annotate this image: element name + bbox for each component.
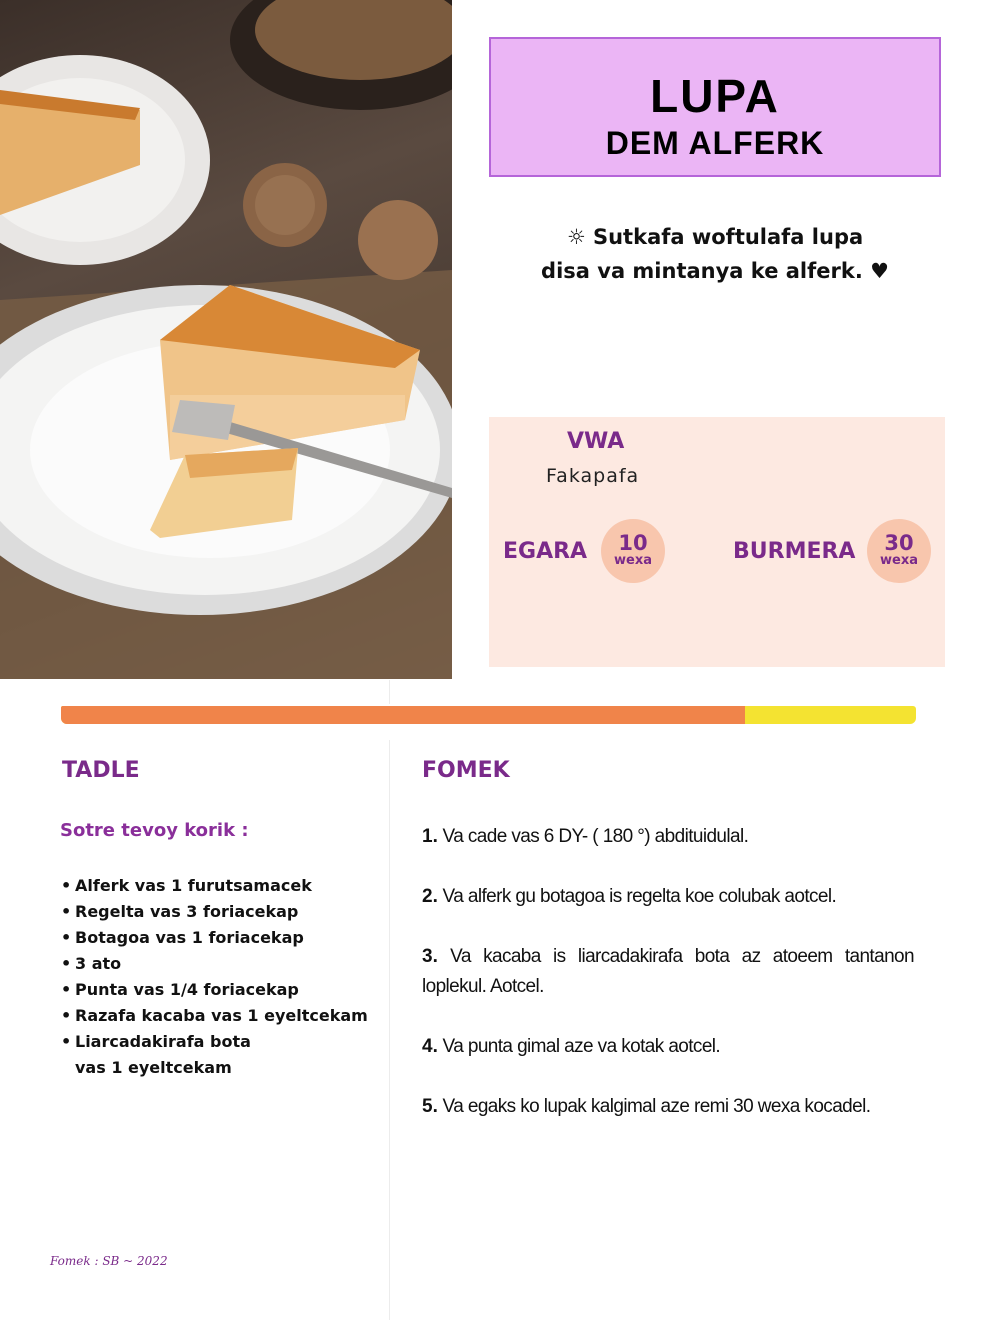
servings-label: VWA xyxy=(567,429,625,454)
method-step xyxy=(422,1032,914,1062)
list-item-line-1: Liarcadakirafa bota xyxy=(75,1032,251,1051)
recipe-subtitle: DEM ALFERK xyxy=(605,125,825,161)
cook-time-badge xyxy=(867,519,931,583)
photo-illustration xyxy=(0,0,452,679)
method-step xyxy=(422,882,914,912)
footer-credit: Fomek : SB ~ 2022 xyxy=(50,1254,168,1268)
method-step xyxy=(422,1092,914,1122)
recipe-title: LUPA xyxy=(650,70,780,122)
recipe-tagline xyxy=(489,220,941,288)
step-text: Va cade vas 6 DY- ( 180 °) abdituidulal. xyxy=(442,826,749,847)
almond-cake-photo xyxy=(0,0,452,679)
ingredients-heading: TADLE xyxy=(62,758,140,783)
prep-time-label: EGARA xyxy=(503,539,588,564)
step-text: Va egaks ko lupak kalgimal aze remi 30 wexa kocadel. xyxy=(442,1096,871,1117)
step-text: Va kacaba is liarcadakirafa bota az atoeem tantanon loplekul. Aotcel. xyxy=(422,946,914,997)
sun-icon: ☼ xyxy=(566,225,586,249)
method-step xyxy=(422,822,914,852)
list-item-line-2: vas 1 eyeltcekam xyxy=(75,1058,232,1077)
list-item: • Regelta vas 3 foriacekap xyxy=(61,899,368,925)
prep-time-badge xyxy=(601,519,665,583)
tagline-line-1 xyxy=(489,220,941,254)
step-number: 3. xyxy=(422,946,438,967)
list-item: • Razafa kacaba vas 1 eyeltcekam xyxy=(61,1003,368,1029)
cook-time-value: 30 xyxy=(884,531,914,555)
list-item: • Botagoa vas 1 foriacekap xyxy=(61,925,368,951)
cook-time-label: BURMERA xyxy=(733,539,856,564)
step-number: 1. xyxy=(422,826,438,847)
method-heading: FOMEK xyxy=(422,758,510,783)
tagline-text-1: Sutkafa woftulafa lupa xyxy=(592,225,864,249)
ingredients-list xyxy=(61,873,368,1081)
step-number: 4. xyxy=(422,1036,438,1057)
step-text: Va alferk gu botagoa is regelta koe colubak aotcel. xyxy=(442,886,837,907)
step-text: Va punta gimal aze va kotak aotcel. xyxy=(442,1036,721,1057)
cook-time-unit: wexa xyxy=(880,553,918,568)
recipe-title-box xyxy=(489,37,941,177)
list-item: • Alferk vas 1 furutsamacek xyxy=(61,873,368,899)
servings-value: Fakapafa xyxy=(546,465,640,487)
list-item xyxy=(61,1029,368,1081)
section-divider-bar xyxy=(61,706,916,724)
recipe-info-box xyxy=(489,417,945,667)
tagline-line-2 xyxy=(489,254,941,288)
step-number: 5. xyxy=(422,1096,438,1117)
heart-icon: ♥ xyxy=(870,259,889,283)
method-steps xyxy=(422,822,914,1152)
list-item: • Punta vas 1/4 foriacekap xyxy=(61,977,368,1003)
divider-bar-fill xyxy=(61,706,745,724)
prep-time-value: 10 xyxy=(618,531,648,555)
tagline-text-2: disa va mintanya ke alferk. xyxy=(541,259,863,283)
prep-time-unit: wexa xyxy=(614,553,652,568)
step-number: 2. xyxy=(422,886,438,907)
column-rule xyxy=(389,740,390,1320)
ingredients-subheading: Sotre tevoy korik : xyxy=(60,820,249,841)
list-item: • 3 ato xyxy=(61,951,368,977)
method-step xyxy=(422,942,914,1002)
column-rule-top xyxy=(389,680,390,704)
